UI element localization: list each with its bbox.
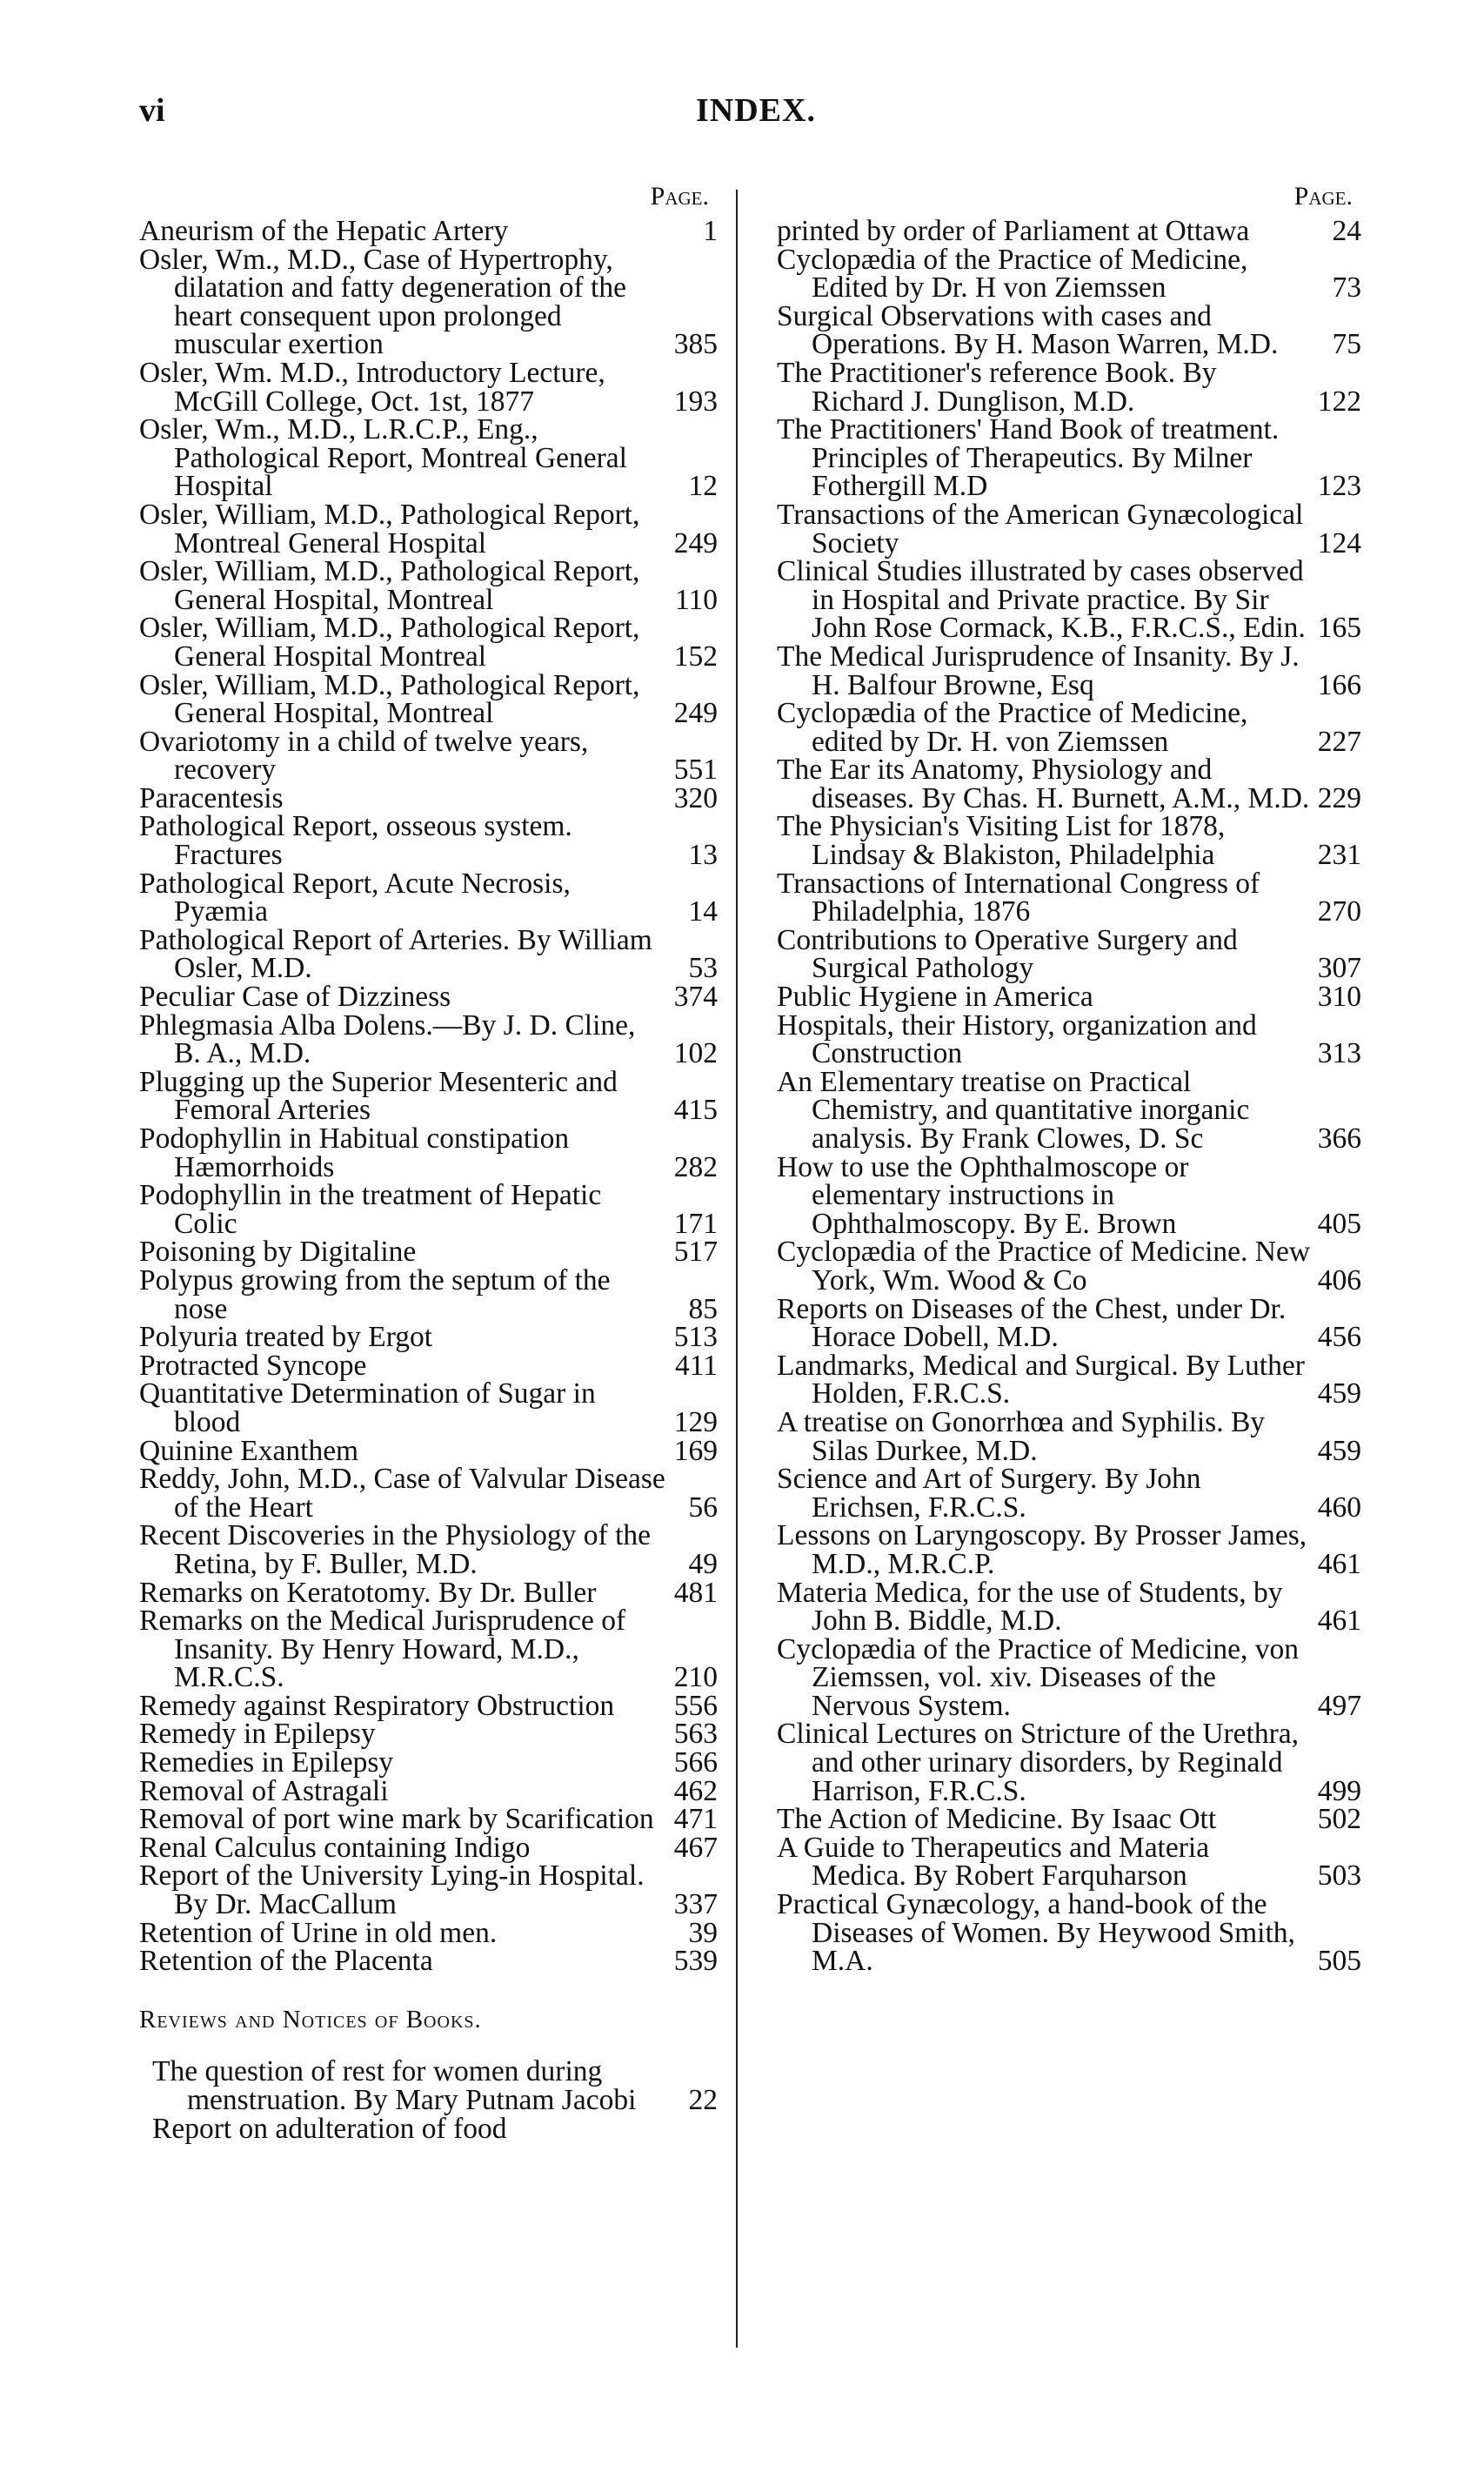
entry-page-number: 152 [673,640,718,673]
entry-text: The Ear its Anatomy, Physiology and diseases. By Chas. H. Burnett, A.M., M.D. [777,754,1310,814]
index-entry [139,1465,718,1522]
index-entry [777,1519,1361,1580]
entry-text: Clinical Lectures on Stricture of the Urethra, and other urinary disorders, by Reginald Harrison, F.R.C.S. [777,1718,1299,1807]
index-entry [777,1405,1361,1467]
entry-text: Hospitals, their History, organization and Construction [777,1008,1257,1070]
right-column [777,183,1361,1976]
index-entry [139,215,718,247]
index-entry [139,1859,718,1921]
entry-page-number: 459 [1317,1434,1361,1467]
entry-text: Osler, William, M.D., Pathological Report, General Hospital, Montreal [139,668,640,730]
index-entry [139,243,718,361]
entry-page-number: 460 [1317,1491,1361,1524]
index-entry [777,1888,1361,1978]
index-entry [139,1065,718,1127]
index-entry [139,923,718,985]
index-entry [777,697,1361,758]
entry-text: The Medical Jurisprudence of Insanity. By J. H. Balfour Browne, Esq [777,640,1300,701]
entry-text: Science and Art of Surgery. By John Erichsen, F.R.C.S. [777,1463,1201,1524]
entry-page-number: 123 [1317,470,1361,503]
entry-text: Aneurism of the Hepatic Artery [139,215,509,247]
index-entry [139,2112,718,2145]
entry-text: Quantitative Determination of Sugar in blood [139,1377,596,1438]
running-title: INDEX. [696,92,816,129]
entry-text: How to use the Ophthalmoscope or elementary instructions in Ophthalmoscopy. By E. Brown [777,1150,1189,1240]
index-entry [139,810,718,872]
index-entry [139,1720,718,1749]
index-entry [777,215,1361,247]
index-entry [139,1377,718,1438]
entry-page-number: 53 [688,952,718,985]
entry-text: Phlegmasia Alba Dolens.—By J. D. Cline, B. A., M.D. [139,1008,636,1070]
entry-page-number: 122 [1317,385,1361,418]
index-entry [139,1831,718,1864]
index-entry [139,498,718,559]
index-entry [139,1689,718,1722]
index-entry [139,1434,718,1467]
entry-page-number: 497 [1317,1689,1361,1722]
index-entry [139,356,718,418]
entry-text: Paracentesis [139,781,284,814]
page-header [139,91,1357,144]
entry-text: Osler, William, M.D., Pathological Report, Montreal General Hospital [139,498,640,559]
entry-page-number: 307 [1317,952,1361,985]
index-entry [777,1831,1361,1893]
entry-text: Landmarks, Medical and Surgical. By Luther Holden, F.R.C.S. [777,1349,1305,1410]
entry-text: A Guide to Therapeutics and Materia Medica. By Robert Farquharson [777,1831,1210,1893]
entry-text: Osler, William, M.D., Pathological Report, General Hospital Montreal [139,612,640,673]
entry-text: A treatise on Gonorrhœa and Syphilis. By Silas Durkee, M.D. [777,1405,1266,1467]
entry-text: Quinine Exanthem [139,1434,359,1467]
index-entry [139,1519,718,1580]
entry-page-number: 481 [673,1576,718,1609]
entry-page-number: 502 [1317,1803,1361,1836]
entry-page-number: 210 [673,1661,718,1694]
entry-text: Recent Discoveries in the Physiology of the Retina, by F. Buller, M.D. [139,1519,652,1580]
entry-page-number: 415 [673,1094,718,1127]
page-column-label: Page. [650,182,709,211]
left-entry-list [139,215,718,1978]
entry-text: Surgical Observations with cases and Operations. By H. Mason Warren, M.D. [777,299,1279,361]
index-entry [139,725,718,787]
entry-text: Removal of port wine mark by Scarification [139,1803,654,1836]
entry-text: The Action of Medicine. By Isaac Ott [777,1803,1217,1836]
entry-page-number: 539 [673,1945,718,1978]
index-entry [777,756,1361,813]
entry-text: Peculiar Case of Dizziness [139,981,451,1014]
entry-page-number: 366 [1317,1122,1361,1155]
entry-page-number: 505 [1317,1945,1361,1978]
entry-text: Remedy in Epilepsy [139,1718,376,1751]
entry-page-number: 461 [1317,1547,1361,1580]
entry-text: The question of rest for women during menstruation. By Mary Putnam Jacobi [152,2055,637,2116]
entry-text: The Practitioner's reference Book. By Richard J. Dunglison, M.D. [777,356,1217,418]
entry-text: An Elementary treatise on Practical Chemistry, and quantitative inorganic analysis. By Frank Clowes, D. Sc [777,1065,1250,1155]
entry-page-number: 166 [1317,668,1361,701]
index-entry [777,640,1361,701]
entry-page-number: 320 [673,781,718,814]
section-gap [139,1976,718,2006]
entry-text: Ovariotomy in a child of twelve years, recovery [139,725,589,787]
entry-text: Retention of the Placenta [139,1945,433,1978]
entry-page-number: 270 [1317,895,1361,928]
index-entry [139,1323,718,1352]
entry-page-number: 503 [1317,1859,1361,1893]
entry-page-number: 73 [1332,271,1361,305]
index-entry [777,1349,1361,1410]
index-entry [139,983,718,1012]
entry-page-number: 24 [1332,215,1361,247]
column-divider [736,190,738,2348]
index-entry [139,1803,718,1836]
entry-page-number: 282 [673,1150,718,1183]
entry-page-number: 513 [673,1321,718,1354]
entry-page-number: 12 [688,470,718,503]
index-entry [777,299,1361,361]
entry-text: Polyuria treated by Ergot [139,1321,433,1354]
entry-text: Cyclopædia of the Practice of Medicine, edited by Dr. H. von Ziemssen [777,697,1248,758]
entry-page-number: 385 [673,328,718,361]
entry-text: Osler, William, M.D., Pathological Report, General Hospital, Montreal [139,555,640,616]
entry-text: Osler, Wm., M.D., L.R.C.P., Eng., Pathological Report, Montreal General Hospital [139,413,627,503]
index-entry [139,1238,718,1267]
entry-page-number: 551 [673,754,718,787]
entry-text: Protracted Syncope [139,1349,367,1382]
entry-text: Report of the University Lying-in Hospital. By Dr. MacCallum [139,1859,645,1921]
entry-page-number: 310 [1317,981,1361,1014]
section-gap [139,2033,718,2058]
entry-text: Osler, Wm. M.D., Introductory Lecture, McGill College, Oct. 1st, 1877 [139,356,605,418]
index-entry [139,1774,718,1807]
review-entry-list [139,2055,718,2145]
index-entry [777,867,1361,928]
entry-text: Plugging up the Superior Mesenteric and Femoral Arteries [139,1065,618,1127]
section-title: Reviews and Notices of Books. [139,2005,482,2033]
entry-page-number: 459 [1317,1377,1361,1410]
index-entry [139,1746,718,1779]
entry-text: Pathological Report, osseous system. Fractures [139,810,572,872]
index-entry [139,668,718,730]
entry-page-number: 110 [674,583,718,616]
entry-text: Remedy against Respiratory Obstruction [139,1689,615,1722]
entry-page-number: 461 [1317,1605,1361,1638]
index-entry [777,1150,1361,1240]
index-entry [777,983,1361,1012]
entry-page-number: 193 [673,385,718,418]
index-entry [139,413,718,503]
entry-text: Clinical Studies illustrated by cases observed in Hospital and Private practice. By Sir John Rose Cormack, K.B., F.R.C.S., Edin. [777,555,1306,645]
entry-page-number: 75 [1332,328,1361,361]
entry-page-number: 85 [688,1292,718,1325]
right-entry-list [777,215,1361,1978]
entry-text: Pathological Report of Arteries. By William Osler, M.D. [139,923,652,985]
index-entry [139,867,718,928]
entry-page-number: 14 [688,895,718,928]
index-entry [139,1607,718,1692]
entry-text: Practical Gynæcology, a hand-book of the Diseases of Women. By Heywood Smith, M.A. [777,1888,1295,1978]
entry-text: Transactions of International Congress of Philadelphia, 1876 [777,867,1260,928]
index-entry [777,1008,1361,1070]
entry-page-number: 566 [673,1746,718,1779]
index-entry [139,1916,718,1949]
index-entry [777,1238,1361,1295]
entry-page-number: 405 [1317,1207,1361,1240]
entry-page-number: 22 [688,2084,718,2116]
index-entry [777,555,1361,645]
index-entry [139,614,718,671]
index-entry [139,781,718,814]
entry-text: Polypus growing from the septum of the nose [139,1263,611,1325]
entry-text: Remarks on Keratotomy. By Dr. Buller [139,1576,597,1609]
index-entry [139,1179,718,1240]
entry-text: Reports on Diseases of the Chest, under Dr. Horace Dobell, M.D. [777,1292,1287,1354]
index-entry [139,1349,718,1382]
index-entry [777,1576,1361,1638]
index-entry [777,1632,1361,1722]
entry-text: Lessons on Laryngoscopy. By Prosser James, M.D., M.R.C.P. [777,1519,1307,1580]
entry-page-number: 517 [673,1236,718,1269]
entry-text: Poisoning by Digitaline [139,1236,417,1269]
page-column-label: Page. [1293,182,1353,211]
entry-page-number: 563 [673,1718,718,1751]
entry-page-number: 406 [1317,1263,1361,1296]
entry-page-number: 467 [673,1831,718,1864]
entry-text: Transactions of the American Gynæcological Society [777,498,1304,559]
entry-page-number: 456 [1317,1321,1361,1354]
index-entry [777,1803,1361,1836]
index-entry [777,810,1361,872]
entry-page-number: 313 [1317,1037,1361,1070]
entry-page-number: 229 [1317,781,1361,814]
entry-page-number: 337 [673,1888,718,1921]
index-entry [139,1122,718,1183]
index-entry [139,1263,718,1325]
entry-text: Osler, Wm., M.D., Case of Hypertrophy, dilatation and fatty degeneration of the heart consequent upon prolonged muscular exertion [139,243,626,361]
index-entry [777,1720,1361,1806]
index-entry [777,413,1361,503]
entry-text: Removal of Astragali [139,1774,389,1807]
entry-page-number: 169 [673,1434,718,1467]
entry-text: Remedies in Epilepsy [139,1746,394,1779]
entry-text: Reddy, John, M.D., Case of Valvular Disease of the Heart [139,1463,665,1524]
entry-text: The Practitioners' Hand Book of treatment. Principles of Therapeutics. By Milner Fothergill M.D [777,413,1280,503]
entry-text: Podophyllin in Habitual constipation Hæmorrhoids [139,1122,570,1183]
entry-page-number: 249 [673,697,718,730]
entry-text: The Physician's Visiting List for 1878, Lindsay & Blakiston, Philadelphia [777,810,1226,872]
entry-page-number: 49 [688,1547,718,1580]
entry-page-number: 171 [673,1207,718,1240]
index-entry [139,555,718,616]
index-entry [139,1576,718,1609]
entry-text: Remarks on the Medical Jurisprudence of Insanity. By Henry Howard, M.D., M.R.C.S. [139,1605,626,1694]
entry-text: Podophyllin in the treatment of Hepatic Colic [139,1179,602,1240]
index-entry [777,498,1361,559]
entry-page-number: 39 [688,1916,718,1949]
entry-text: Contributions to Operative Surgery and Surgical Pathology [777,923,1238,985]
entry-text: Materia Medica, for the use of Students, by John B. Biddle, M.D. [777,1576,1283,1638]
entry-page-number: 249 [673,526,718,559]
index-entry [777,243,1361,305]
entry-text: Report on adulteration of food [152,2112,507,2145]
entry-page-number: 556 [673,1689,718,1722]
entry-page-number: 165 [1317,612,1361,645]
entry-page-number: 124 [1317,526,1361,559]
index-entry [777,356,1361,418]
entry-text: Cyclopædia of the Practice of Medicine, von Ziemssen, vol. xiv. Diseases of the Nervous System. [777,1632,1300,1722]
index-entry [139,1947,718,1976]
entry-page-number: 411 [674,1349,718,1382]
entry-page-number: 471 [673,1803,718,1836]
index-entry [777,923,1361,985]
entry-text: Public Hygiene in America [777,981,1093,1014]
index-entry [139,1008,718,1070]
entry-text: Cyclopædia of the Practice of Medicine, Edited by Dr. H von Ziemssen [777,243,1248,305]
entry-page-number: 56 [688,1491,718,1524]
entry-page-number: 374 [673,981,718,1014]
entry-page-number: 227 [1317,725,1361,758]
page-number: vi [139,92,165,129]
entry-page-number: 231 [1317,839,1361,872]
index-entry [139,2055,718,2116]
entry-text: printed by order of Parliament at Ottawa [777,215,1250,247]
index-entry [777,1292,1361,1354]
left-column [139,183,718,2143]
entry-page-number: 102 [673,1037,718,1070]
entry-text: Renal Calculus containing Indigo [139,1831,531,1864]
index-entry [777,1065,1361,1155]
entry-text: Retention of Urine in old men. [139,1916,498,1949]
entry-text: Pathological Report, Acute Necrosis, Pyæmia [139,867,571,928]
entry-page-number: 462 [673,1774,718,1807]
entry-page-number: 13 [688,839,718,872]
entry-page-number: 1 [703,215,718,247]
index-entry [777,1465,1361,1522]
entry-page-number: 499 [1317,1774,1361,1807]
entry-text: Cyclopædia of the Practice of Medicine. New York, Wm. Wood & Co [777,1236,1311,1296]
entry-page-number: 129 [673,1405,718,1438]
